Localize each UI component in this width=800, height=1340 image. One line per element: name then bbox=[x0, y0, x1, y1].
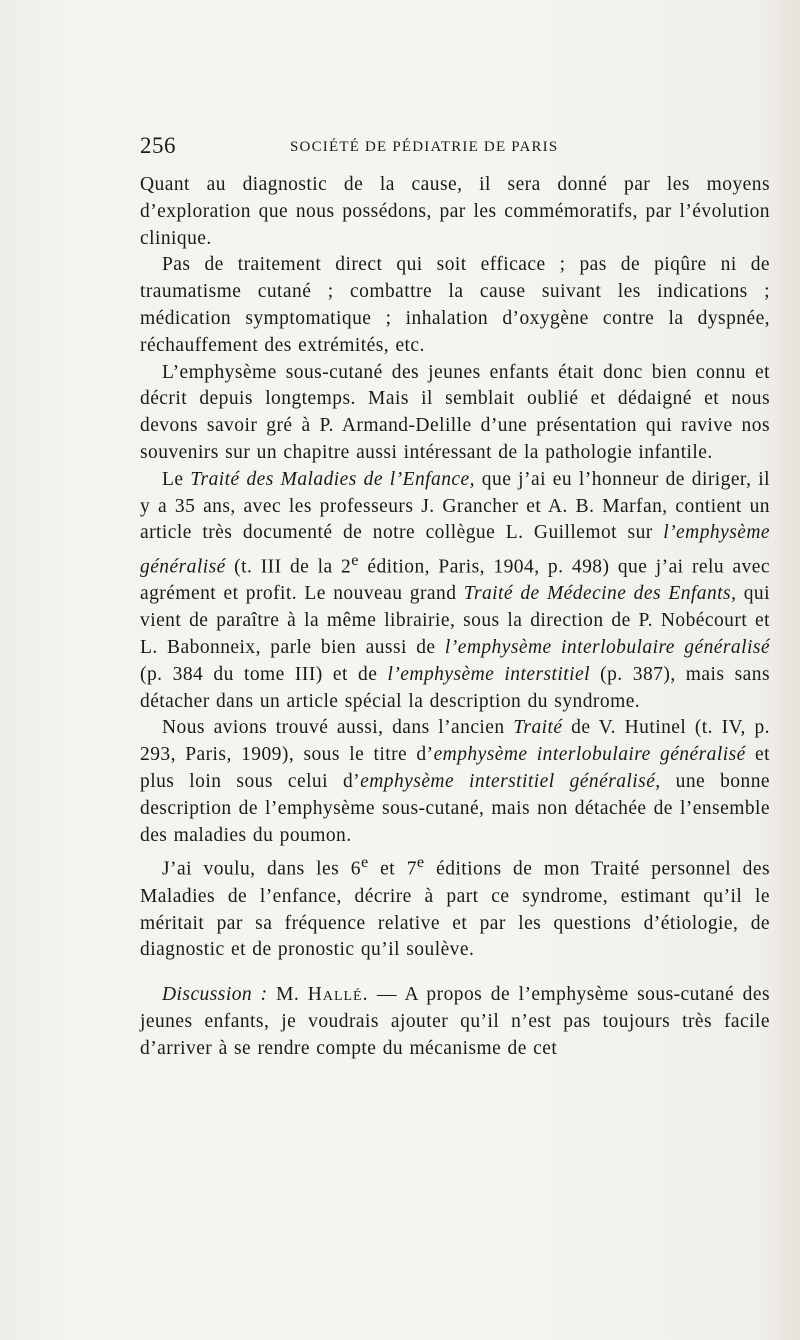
italic-term: l’emphysème interstitiel bbox=[387, 663, 590, 685]
paragraph-treatment: Pas de traitement direct qui soit efficace ; pas de piqûre ni de traumatisme cutané ; combattre la cause suivant les indications ; médication symptomatique ; inhalation d’oxygène contre la dyspnée, réchauffement des extrémités, etc. bbox=[140, 254, 770, 356]
italic-term: l’emphysème généralisé bbox=[140, 522, 770, 578]
text-run: (p. 384 du tome III) et de bbox=[140, 663, 388, 685]
page-number: 256 bbox=[140, 133, 176, 158]
text-run: édition, Paris, 1904, p. 498) que j’ai relu avec agrément et profit. Le nouveau grand bbox=[140, 556, 770, 605]
text-run: J’ai voulu, dans les 6 bbox=[162, 858, 361, 880]
body-text bbox=[140, 172, 770, 1063]
text-run: M. bbox=[267, 984, 308, 1006]
text-run: et 7 bbox=[368, 858, 417, 880]
page-header bbox=[140, 131, 672, 161]
superscript: e bbox=[416, 853, 425, 872]
text-run: Le bbox=[162, 468, 191, 490]
italic-title: Traité des Maladies de l’Enfance, bbox=[190, 468, 475, 490]
text-run: (t. III de la 2 bbox=[225, 556, 352, 578]
text-run: (p. 387), mais sans détacher dans un article spécial la description du syndrome. bbox=[140, 663, 770, 712]
paragraph-emphysema-history: L’emphysème sous-cutané des jeunes enfants était donc bien connu et décrit depuis longtemps. Mais il semblait oublié et dédaigné et nous devons savoir gré à P. Armand-Delille d’une présentation qui ravive nos souvenirs sur un chapitre aussi intéressant de la pathologie infantile. bbox=[140, 361, 770, 463]
text-run: une bonne description de l’emphysème sous-cutané, mais non détachée de l’ensemble des maladies du poumon. bbox=[140, 771, 771, 846]
speaker-name: Hallé. bbox=[307, 984, 369, 1006]
italic-title: Traité de Médecine des Enfants, bbox=[463, 583, 737, 605]
paragraph-hutinel bbox=[140, 715, 770, 849]
text-run: éditions de mon Traité personnel des Maladies de l’enfance, décrire à part ce syndrome, estimant qu’il le méritait par sa fréquence relative et par les questions d’étiologie, de diagnostic et de pronostic qu’il soulève. bbox=[140, 858, 770, 961]
superscript: e bbox=[351, 551, 359, 570]
text-run: qui vient de paraître à la même librairie, sous la direction de P. Nobécourt et L. Babonneix, parle bien aussi de bbox=[140, 583, 770, 659]
text-run: Nous avions trouvé aussi, dans l’ancien bbox=[162, 717, 514, 739]
running-head: SOCIÉTÉ DE PÉDIATRIE DE PARIS bbox=[290, 139, 559, 155]
text-run: que j’ai eu l’honneur de diriger, il y a 35 ans, avec les professeurs J. Grancher et A. B. Marfan, contient un article très documenté de notre collègue L. Guillemot sur bbox=[140, 468, 770, 544]
superscript: e bbox=[360, 853, 369, 872]
text-run: et plus loin sous celui d’ bbox=[140, 744, 770, 793]
text-run: — A propos de l’emphysème sous-cutané des jeunes enfants, je voudrais ajouter qu’il n’est pas toujours très facile d’arriver à se rendre compte du mécanisme de cet bbox=[140, 984, 771, 1059]
paragraph-treatise-references bbox=[140, 467, 770, 716]
paragraph-personal-treatise bbox=[140, 849, 770, 964]
italic-term: emphysème interstitiel généralisé, bbox=[360, 771, 661, 793]
italic-term: emphysème interlobulaire généralisé bbox=[433, 744, 746, 766]
italic-title: Traité bbox=[513, 717, 563, 739]
paragraph-discussion bbox=[140, 982, 770, 1062]
text-run: de V. Hutinel (t. IV, p. 293, Paris, 1909), sous le titre d’ bbox=[140, 717, 770, 766]
discussion-label: Discussion : bbox=[162, 984, 268, 1006]
paragraph-diagnostic: Quant au diagnostic de la cause, il sera donné par les moyens d’exploration que nous possédons, par les commémoratifs, par l’évolution clinique. bbox=[140, 174, 770, 249]
italic-term: l’emphysème interlobulaire généralisé bbox=[444, 637, 771, 659]
